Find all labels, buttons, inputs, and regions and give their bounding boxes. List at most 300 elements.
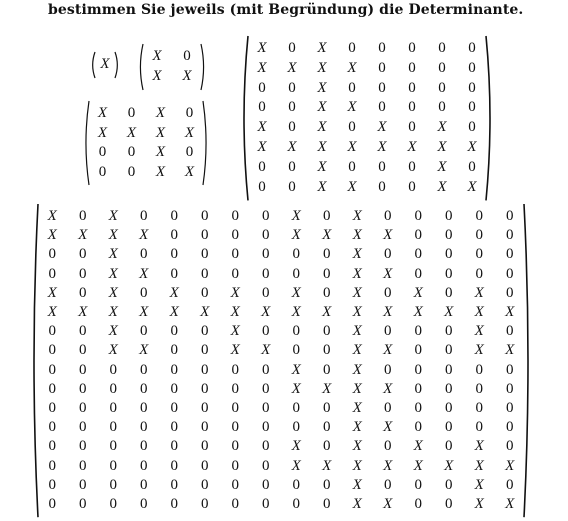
matrix-cell: 0: [109, 380, 117, 397]
matrix-cell: 0: [438, 99, 446, 116]
matrix-cell: X: [352, 284, 362, 301]
matrix-cell: 0: [170, 457, 178, 474]
matrix-cell: X: [108, 284, 118, 301]
matrix-cell: 0: [231, 496, 239, 512]
matrix-cell: 0: [231, 419, 239, 436]
matrix-cell: 0: [140, 419, 148, 436]
matrix-cell: 0: [323, 265, 331, 282]
matrix-cell: X: [155, 163, 166, 180]
matrix-cell: 0: [445, 380, 453, 397]
matrix-cell: X: [437, 119, 447, 136]
matrix-cell: 0: [408, 40, 416, 56]
matrix-cell: 0: [262, 457, 270, 474]
matrix-cell: 0: [140, 284, 148, 301]
matrix-cell: X: [352, 246, 362, 263]
matrix-cell: X: [413, 438, 423, 455]
matrix-cell: 0: [48, 476, 56, 493]
matrix-cell: 0: [79, 457, 87, 474]
matrix-cell: 0: [48, 323, 56, 340]
matrix-cell: 0: [231, 476, 239, 493]
matrix-cell: 0: [323, 246, 331, 263]
matrix-cell: X: [317, 178, 327, 195]
matrix-cell: 0: [262, 361, 270, 378]
matrix-cell: X: [47, 208, 57, 224]
matrix-cell: 0: [170, 227, 178, 244]
matrix-cell: X: [257, 40, 267, 56]
matrix-cell: X: [152, 48, 162, 64]
matrix-cell: X: [291, 361, 301, 378]
matrix-cell: X: [467, 139, 477, 155]
matrix-cell: 0: [201, 323, 209, 340]
matrix-cell: X: [505, 496, 515, 512]
matrix-cell: 0: [384, 476, 392, 493]
matrix-cell: X: [383, 380, 393, 397]
matrix-cell: 0: [323, 208, 331, 224]
matrix-cell: 0: [288, 158, 296, 175]
matrix-cell: 0: [408, 119, 416, 136]
matrix-cell: X: [291, 380, 301, 397]
matrix-cell: 0: [445, 265, 453, 282]
matrix-cell: X: [291, 227, 301, 244]
matrix-cell: 0: [140, 380, 148, 397]
matrix-cell: X: [352, 323, 362, 340]
matrix-cell: 0: [292, 323, 300, 340]
matrix-cell: 0: [201, 476, 209, 493]
matrix-cell: 0: [109, 457, 117, 474]
matrix-cell: X: [352, 419, 362, 436]
matrix-cell: X: [383, 457, 393, 474]
matrix-cell: 0: [468, 40, 476, 56]
matrix-cell: X: [347, 99, 357, 116]
matrix-cell: X: [352, 208, 362, 224]
matrix-cell: 0: [48, 438, 56, 455]
matrix-cell: 0: [231, 265, 239, 282]
matrix-cell: 0: [98, 163, 107, 180]
matrix-cell: 0: [384, 284, 392, 301]
matrix-cell: 0: [258, 158, 266, 175]
matrix-cell: X: [152, 68, 162, 84]
matrix-cell: 0: [185, 105, 194, 121]
matrix-cell: 0: [414, 361, 422, 378]
matrix-cell: 0: [438, 59, 446, 76]
matrix-cell: 0: [201, 438, 209, 455]
matrix-cell: 0: [468, 119, 476, 136]
matrix-cell: 0: [414, 342, 422, 359]
matrix-cell: 0: [292, 496, 300, 512]
matrix-cell: 0: [109, 361, 117, 378]
matrix-cell: 0: [475, 227, 483, 244]
matrix-grid: [37, 207, 525, 514]
matrix-cell: X: [474, 323, 484, 340]
matrix-cell: X: [291, 457, 301, 474]
matrix-cell: 0: [170, 246, 178, 263]
matrix-cell: X: [155, 144, 166, 160]
matrix-2x2: [134, 44, 210, 90]
matrix-cell: X: [437, 178, 447, 195]
matrix-cell: 0: [348, 119, 356, 136]
matrix-cell: 0: [445, 419, 453, 436]
matrix-cell: 0: [140, 246, 148, 263]
matrix-cell: 0: [348, 158, 356, 175]
matrix-cell: 0: [506, 265, 514, 282]
matrix-cell: X: [291, 208, 301, 224]
matrix-cell: 0: [231, 208, 239, 224]
matrix-cell: X: [474, 476, 484, 493]
matrix-cell: 0: [140, 323, 148, 340]
matrix-cell: 0: [109, 438, 117, 455]
matrix-cell: 0: [231, 457, 239, 474]
matrix-cell: 0: [288, 79, 296, 96]
matrix-cell: X: [108, 208, 118, 224]
matrix-cell: X: [474, 342, 484, 359]
matrix-cell: 0: [384, 208, 392, 224]
matrix-cell: X: [317, 119, 327, 136]
matrix-cell: 0: [258, 99, 266, 116]
matrix-cell: 0: [201, 361, 209, 378]
matrix-cell: 0: [414, 323, 422, 340]
matrix-cell: X: [108, 265, 118, 282]
matrix-cell: X: [169, 304, 179, 320]
matrix-cell: 0: [140, 438, 148, 455]
matrix-cell: 0: [48, 419, 56, 436]
matrix-cell: X: [352, 496, 362, 512]
matrix-cell: 0: [408, 99, 416, 116]
matrix-cell: 0: [288, 178, 296, 195]
matrix-8x8: [238, 36, 496, 200]
matrix-cell: 0: [201, 227, 209, 244]
matrix-cell: 0: [414, 476, 422, 493]
matrix-cell: 0: [475, 380, 483, 397]
matrix-cell: 0: [140, 476, 148, 493]
matrix-cell: 0: [445, 496, 453, 512]
matrix-cell: 0: [262, 380, 270, 397]
matrix-grid: [247, 39, 487, 197]
matrix-cell: 0: [201, 284, 209, 301]
matrix-cell: X: [352, 400, 362, 416]
matrix-cell: 0: [262, 496, 270, 512]
matrix-cell: 0: [201, 380, 209, 397]
matrix-cell: X: [230, 304, 240, 320]
matrix-cell: X: [317, 79, 327, 96]
matrix-cell: 0: [140, 361, 148, 378]
matrix-cell: 0: [109, 496, 117, 512]
matrix-cell: 0: [109, 476, 117, 493]
matrix-cell: 0: [170, 323, 178, 340]
matrix-cell: 0: [323, 419, 331, 436]
matrix-cell: 0: [79, 342, 87, 359]
matrix-cell: 0: [445, 438, 453, 455]
matrix-cell: 0: [140, 457, 148, 474]
matrix-cell: 0: [231, 438, 239, 455]
matrix-cell: 0: [292, 265, 300, 282]
matrix-cell: 0: [48, 361, 56, 378]
matrix-cell: 0: [445, 323, 453, 340]
matrix-cell: X: [184, 124, 195, 141]
matrix-cell: 0: [262, 208, 270, 224]
matrix-cell: 0: [79, 361, 87, 378]
matrix-cell: X: [352, 476, 362, 493]
matrix-cell: 0: [506, 323, 514, 340]
matrix-cell: 0: [506, 380, 514, 397]
matrix-cell: X: [322, 457, 332, 474]
matrix-cell: 0: [170, 361, 178, 378]
matrix-cell: 0: [231, 246, 239, 263]
matrix-cell: 0: [183, 48, 191, 64]
matrix-cell: 0: [438, 79, 446, 96]
matrix-cell: 0: [262, 246, 270, 263]
matrix-cell: 0: [262, 438, 270, 455]
matrix-cell: X: [257, 119, 267, 136]
matrix-cell: 0: [378, 158, 386, 175]
matrix-cell: 0: [348, 40, 356, 56]
matrix-cell: 0: [127, 163, 136, 180]
matrix-cell: 0: [79, 265, 87, 282]
matrix-cell: 0: [408, 158, 416, 175]
matrix-cell: 0: [445, 476, 453, 493]
matrix-cell: 0: [506, 246, 514, 263]
matrix-cell: 0: [170, 342, 178, 359]
matrix-cell: 0: [79, 400, 87, 416]
matrix-cell: X: [184, 163, 195, 180]
matrix-cell: X: [383, 227, 393, 244]
matrix-cell: 0: [378, 79, 386, 96]
matrix-cell: X: [347, 59, 357, 76]
matrix-cell: 0: [475, 265, 483, 282]
matrix-cell: X: [377, 119, 387, 136]
matrix-cell: 0: [414, 227, 422, 244]
matrix-cell: 0: [98, 144, 107, 160]
matrix-cell: 0: [201, 265, 209, 282]
matrix-cell: 0: [201, 342, 209, 359]
matrix-cell: 0: [170, 380, 178, 397]
matrix-cell: X: [413, 304, 423, 320]
matrix-cell: X: [383, 496, 393, 512]
matrix-cell: 0: [140, 496, 148, 512]
matrix-cell: X: [505, 342, 515, 359]
matrix-cell: 0: [262, 419, 270, 436]
matrix-cell: 0: [127, 105, 136, 121]
matrix-cell: X: [97, 124, 108, 141]
matrix-cell: 0: [288, 119, 296, 136]
matrix-cell: 0: [506, 438, 514, 455]
matrix-cell: 0: [231, 227, 239, 244]
matrix-cell: 0: [79, 246, 87, 263]
matrix-cell: 0: [475, 208, 483, 224]
matrix-cell: 0: [127, 144, 136, 160]
matrix-cell: 0: [231, 380, 239, 397]
matrix-cell: 0: [201, 419, 209, 436]
matrix-cell: X: [474, 304, 484, 320]
matrix-cell: 0: [292, 342, 300, 359]
matrix-cell: X: [261, 342, 271, 359]
matrix-cell: X: [230, 284, 240, 301]
matrix-cell: 0: [468, 99, 476, 116]
matrix-cell: X: [291, 304, 301, 320]
matrix-cell: X: [139, 265, 149, 282]
matrix-cell: X: [139, 342, 149, 359]
matrix-cell: 0: [475, 419, 483, 436]
matrix-cell: 0: [201, 208, 209, 224]
matrix-cell: X: [383, 265, 393, 282]
matrix-grid: [142, 47, 202, 87]
matrix-cell: X: [352, 227, 362, 244]
matrix-cell: X: [78, 304, 88, 320]
matrix-cell: X: [230, 342, 240, 359]
matrix-cell: 0: [475, 400, 483, 416]
matrix-cell: 0: [48, 400, 56, 416]
matrix-cell: 0: [445, 227, 453, 244]
matrix-cell: X: [352, 304, 362, 320]
matrix-cell: 0: [414, 265, 422, 282]
matrix-cell: X: [322, 227, 332, 244]
matrix-cell: 0: [170, 208, 178, 224]
matrix-cell: 0: [323, 361, 331, 378]
matrix-cell: 0: [384, 361, 392, 378]
matrix-cell: X: [505, 304, 515, 320]
matrix-cell: X: [155, 105, 166, 121]
matrix-cell: X: [78, 227, 88, 244]
matrix-cell: X: [413, 457, 423, 474]
matrix-cell: 0: [48, 380, 56, 397]
matrix-cell: X: [100, 56, 110, 72]
matrix-cell: 0: [414, 208, 422, 224]
matrix-cell: 0: [109, 419, 117, 436]
matrix-cell: X: [347, 139, 357, 155]
matrix-cell: 0: [445, 400, 453, 416]
matrix-cell: 0: [79, 208, 87, 224]
matrix-cell: X: [352, 380, 362, 397]
matrix-cell: 0: [506, 419, 514, 436]
matrix-cell: 0: [445, 342, 453, 359]
matrix-cell: 0: [262, 284, 270, 301]
matrix-cell: X: [126, 124, 137, 141]
matrix-cell: 0: [258, 178, 266, 195]
matrix-cell: 0: [79, 438, 87, 455]
matrix-cell: 0: [292, 476, 300, 493]
matrix-cell: X: [352, 457, 362, 474]
matrix-cell: 0: [468, 59, 476, 76]
matrix-cell: 0: [323, 323, 331, 340]
matrix-cell: 0: [506, 208, 514, 224]
matrix-cell: 0: [468, 79, 476, 96]
matrix-cell: 0: [48, 246, 56, 263]
matrix-cell: 0: [384, 323, 392, 340]
matrix-cell: 0: [348, 79, 356, 96]
matrix-cell: 0: [48, 265, 56, 282]
matrix-cell: 0: [323, 284, 331, 301]
matrix-cell: 0: [201, 400, 209, 416]
matrix-cell: 0: [262, 476, 270, 493]
matrix-cell: X: [47, 304, 57, 320]
matrix-cell: 0: [445, 284, 453, 301]
matrix-cell: 0: [414, 400, 422, 416]
matrix-cell: X: [287, 59, 297, 76]
matrix-cell: X: [444, 457, 454, 474]
matrix-cell: X: [317, 139, 327, 155]
matrix-cell: X: [257, 139, 267, 155]
matrix-cell: X: [47, 227, 57, 244]
matrix-cell: X: [383, 342, 393, 359]
matrix-cell: X: [230, 323, 240, 340]
matrix-cell: 0: [79, 323, 87, 340]
matrix-cell: 0: [378, 59, 386, 76]
matrix-cell: 0: [506, 227, 514, 244]
matrix-cell: 0: [48, 457, 56, 474]
matrix-cell: 0: [384, 246, 392, 263]
matrix-cell: X: [352, 361, 362, 378]
matrix-cell: X: [155, 124, 166, 141]
matrix-cell: 0: [384, 400, 392, 416]
matrix-cell: X: [322, 380, 332, 397]
matrix-cell: 0: [262, 400, 270, 416]
matrix-cell: 0: [414, 246, 422, 263]
matrix-cell: 0: [384, 438, 392, 455]
matrix-cell: X: [352, 438, 362, 455]
matrix-cell: 0: [262, 323, 270, 340]
matrix-cell: X: [474, 457, 484, 474]
matrix-cell: 0: [445, 246, 453, 263]
matrix-cell: X: [474, 438, 484, 455]
matrix-cell: X: [257, 59, 267, 76]
matrix-cell: 0: [140, 208, 148, 224]
matrix-cell: 0: [48, 496, 56, 512]
matrix-cell: X: [437, 139, 447, 155]
matrix-cell: X: [383, 304, 393, 320]
matrix-cell: 0: [414, 419, 422, 436]
matrix-cell: X: [108, 304, 118, 320]
matrix-cell: 0: [378, 99, 386, 116]
matrix-16x16: [28, 204, 534, 517]
matrix-cell: 0: [445, 361, 453, 378]
matrix-grid: [94, 55, 116, 75]
matrix-cell: 0: [258, 79, 266, 96]
matrix-cell: 0: [79, 380, 87, 397]
matrix-cell: 0: [323, 400, 331, 416]
matrix-cell: 0: [408, 178, 416, 195]
matrix-cell: 0: [231, 361, 239, 378]
matrix-cell: 0: [231, 400, 239, 416]
matrix-cell: 0: [506, 284, 514, 301]
matrix-cell: X: [169, 284, 179, 301]
matrix-cell: 0: [288, 99, 296, 116]
matrix-cell: 0: [140, 400, 148, 416]
matrix-cell: 0: [378, 40, 386, 56]
matrix-cell: X: [347, 178, 357, 195]
matrix-cell: 0: [506, 361, 514, 378]
matrix-cell: X: [322, 304, 332, 320]
matrix-cell: 0: [323, 438, 331, 455]
matrix-cell: 0: [408, 59, 416, 76]
matrix-4x4: [80, 101, 212, 185]
matrix-cell: 0: [292, 419, 300, 436]
matrix-cell: X: [108, 342, 118, 359]
matrix-cell: X: [407, 139, 417, 155]
matrix-cell: 0: [475, 361, 483, 378]
matrix-cell: X: [317, 59, 327, 76]
matrix-1x1: [88, 52, 122, 78]
instruction-text: bestimmen Sie jeweils (mit Begründung) die Determinante.: [48, 2, 524, 18]
matrix-cell: X: [467, 178, 477, 195]
matrix-cell: X: [108, 323, 118, 340]
matrix-cell: 0: [170, 496, 178, 512]
matrix-cell: X: [317, 158, 327, 175]
matrix-cell: 0: [170, 419, 178, 436]
matrix-cell: 0: [414, 496, 422, 512]
matrix-cell: 0: [79, 476, 87, 493]
matrix-cell: 0: [109, 400, 117, 416]
matrix-cell: X: [444, 304, 454, 320]
matrix-cell: 0: [48, 342, 56, 359]
